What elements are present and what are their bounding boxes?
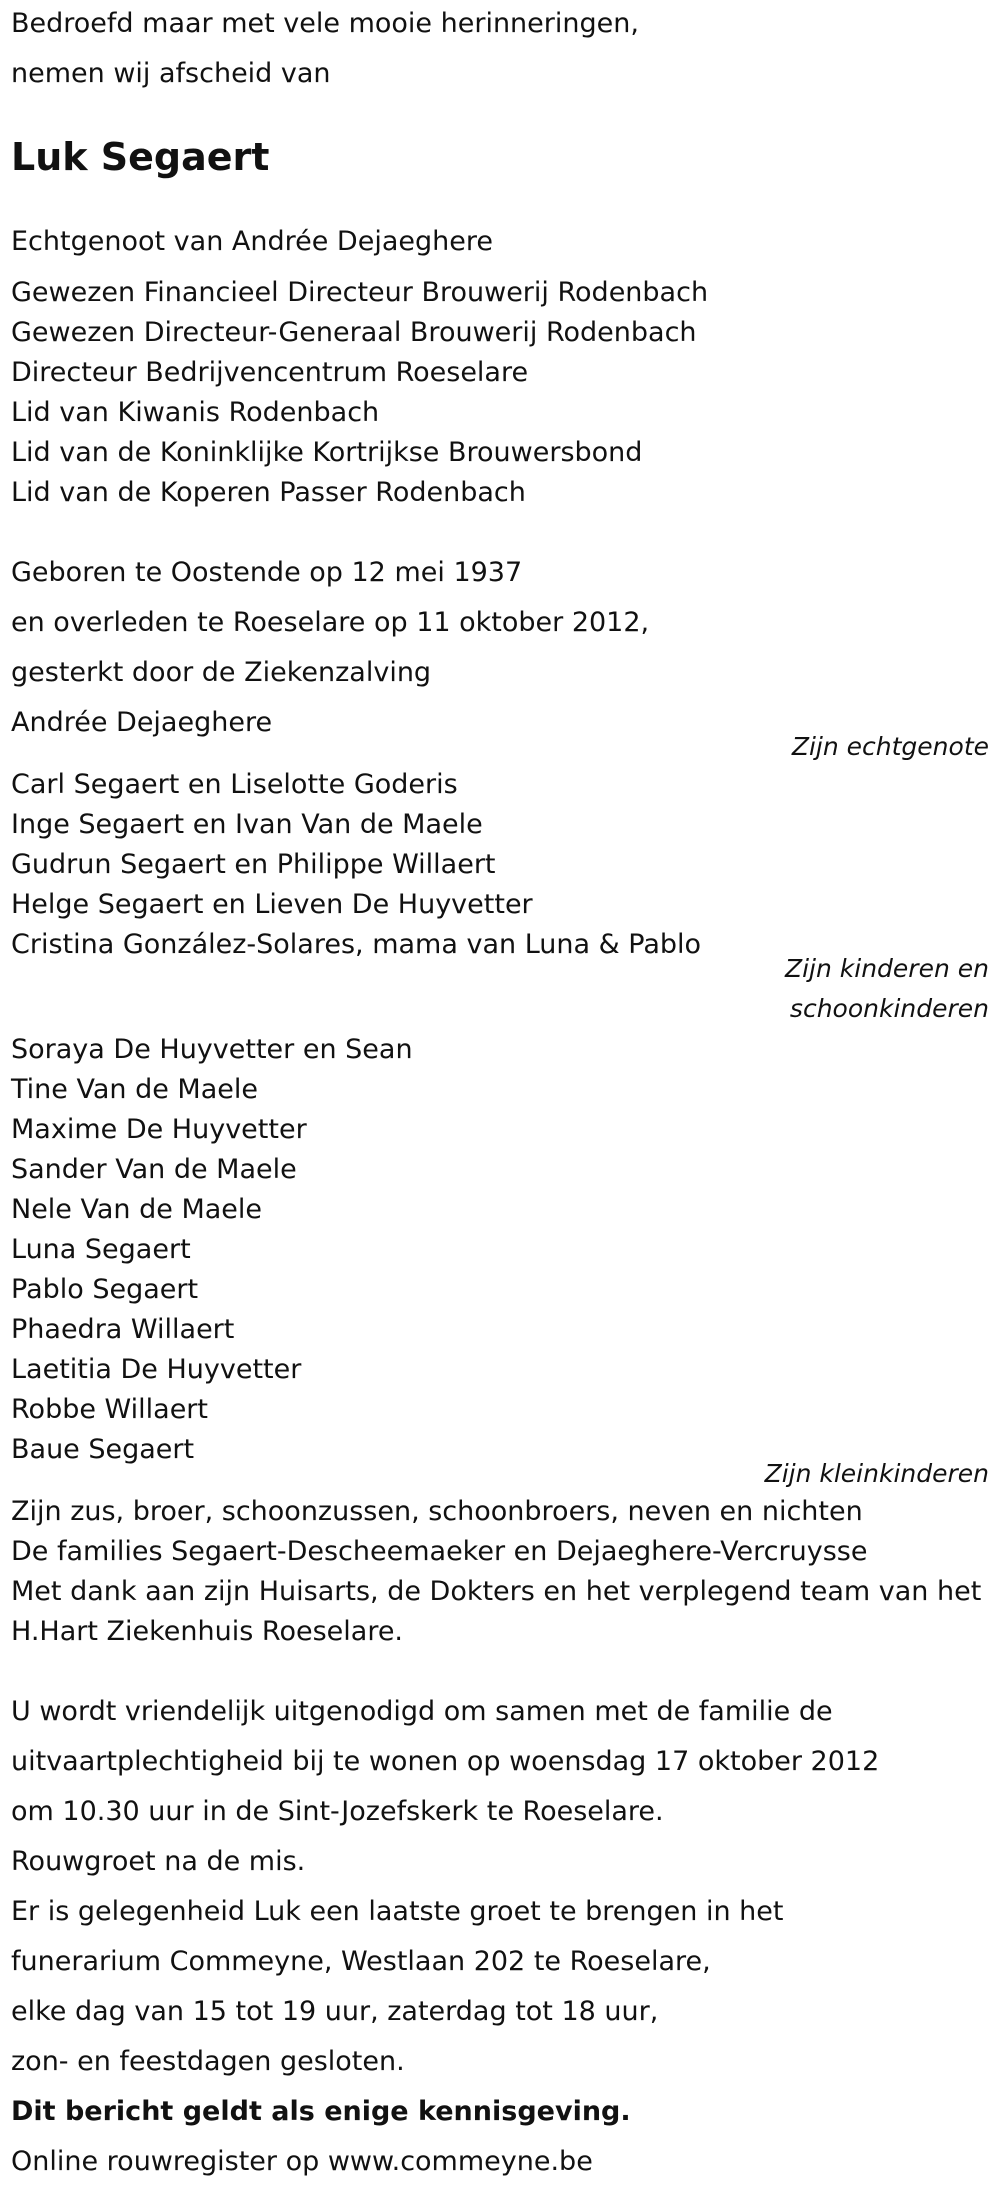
funeral-line: zon- en feestdagen gesloten. bbox=[11, 2046, 405, 2077]
grandchild-name: Robbe Willaert bbox=[11, 1394, 208, 1425]
grandchild-name: Baue Segaert bbox=[11, 1434, 195, 1465]
intro-line: nemen wij afscheid van bbox=[11, 58, 331, 89]
grandchild-name: Soraya De Huyvetter en Sean bbox=[11, 1034, 413, 1065]
child-name: Carl Segaert en Liselotte Goderis bbox=[11, 769, 458, 800]
grandchild-name: Maxime De Huyvetter bbox=[11, 1114, 307, 1145]
child-name: Gudrun Segaert en Philippe Willaert bbox=[11, 849, 496, 880]
title-line: Gewezen Financieel Directeur Brouwerij Rodenbach bbox=[11, 277, 709, 308]
title-line: Lid van de Koninklijke Kortrijkse Brouwersbond bbox=[11, 437, 643, 468]
relation-label-children: Zijn kinderen en bbox=[784, 954, 989, 983]
funeral-line: om 10.30 uur in de Sint-Jozefskerk te Roeselare. bbox=[11, 1796, 664, 1827]
family-line: Zijn zus, broer, schoonzussen, schoonbroers, neven en nichten bbox=[11, 1496, 863, 1527]
grandchild-name: Tine Van de Maele bbox=[11, 1074, 258, 1105]
title-line: Lid van de Koperen Passer Rodenbach bbox=[11, 477, 526, 508]
family-line: Met dank aan zijn Huisarts, de Dokters en het verplegend team van het bbox=[11, 1576, 982, 1607]
funeral-line: uitvaartplechtigheid bij te wonen op woensdag 17 oktober 2012 bbox=[11, 1746, 880, 1777]
title-line: Echtgenoot van Andrée Dejaeghere bbox=[11, 226, 493, 257]
grandchild-name: Pablo Segaert bbox=[11, 1274, 199, 1305]
life-line: en overleden te Roeselare op 11 oktober 2012, bbox=[11, 607, 650, 638]
funeral-line: Rouwgroet na de mis. bbox=[11, 1846, 306, 1877]
funeral-line: funerarium Commeyne, Westlaan 202 te Roeselare, bbox=[11, 1946, 711, 1977]
grandchild-name: Sander Van de Maele bbox=[11, 1154, 297, 1185]
deceased-name: Luk Segaert bbox=[11, 135, 270, 179]
grandchild-name: Nele Van de Maele bbox=[11, 1194, 263, 1225]
title-line: Gewezen Directeur-Generaal Brouwerij Rodenbach bbox=[11, 317, 697, 348]
family-line: De families Segaert-Descheemaeker en Dejaeghere-Vercruysse bbox=[11, 1536, 868, 1567]
child-name: Inge Segaert en Ivan Van de Maele bbox=[11, 809, 483, 840]
grandchild-name: Luna Segaert bbox=[11, 1234, 191, 1265]
family-line: H.Hart Ziekenhuis Roeselare. bbox=[11, 1616, 404, 1647]
notice-line: Dit bericht geldt als enige kennisgeving. bbox=[11, 2096, 631, 2127]
life-line: Geboren te Oostende op 12 mei 1937 bbox=[11, 557, 523, 588]
funeral-line: U wordt vriendelijk uitgenodigd om samen met de familie de bbox=[11, 1696, 833, 1727]
relation-label-children: schoonkinderen bbox=[789, 994, 989, 1023]
online-register-line: Online rouwregister op www.commeyne.be bbox=[11, 2146, 593, 2177]
intro-line: Bedroefd maar met vele mooie herinneringen, bbox=[11, 8, 639, 39]
life-line: gesterkt door de Ziekenzalving bbox=[11, 657, 432, 688]
relation-label-spouse: Zijn echtgenote bbox=[791, 732, 989, 761]
spouse-name: Andrée Dejaeghere bbox=[11, 707, 273, 738]
grandchild-name: Laetitia De Huyvetter bbox=[11, 1354, 302, 1385]
relation-label-grandchildren: Zijn kleinkinderen bbox=[764, 1459, 989, 1488]
title-line: Directeur Bedrijvencentrum Roeselare bbox=[11, 357, 529, 388]
title-line: Lid van Kiwanis Rodenbach bbox=[11, 397, 380, 428]
child-name: Cristina González-Solares, mama van Luna & Pablo bbox=[11, 929, 702, 960]
child-name: Helge Segaert en Lieven De Huyvetter bbox=[11, 889, 533, 920]
grandchild-name: Phaedra Willaert bbox=[11, 1314, 235, 1345]
funeral-line: elke dag van 15 tot 19 uur, zaterdag tot 18 uur, bbox=[11, 1996, 659, 2027]
funeral-line: Er is gelegenheid Luk een laatste groet te brengen in het bbox=[11, 1896, 784, 1927]
